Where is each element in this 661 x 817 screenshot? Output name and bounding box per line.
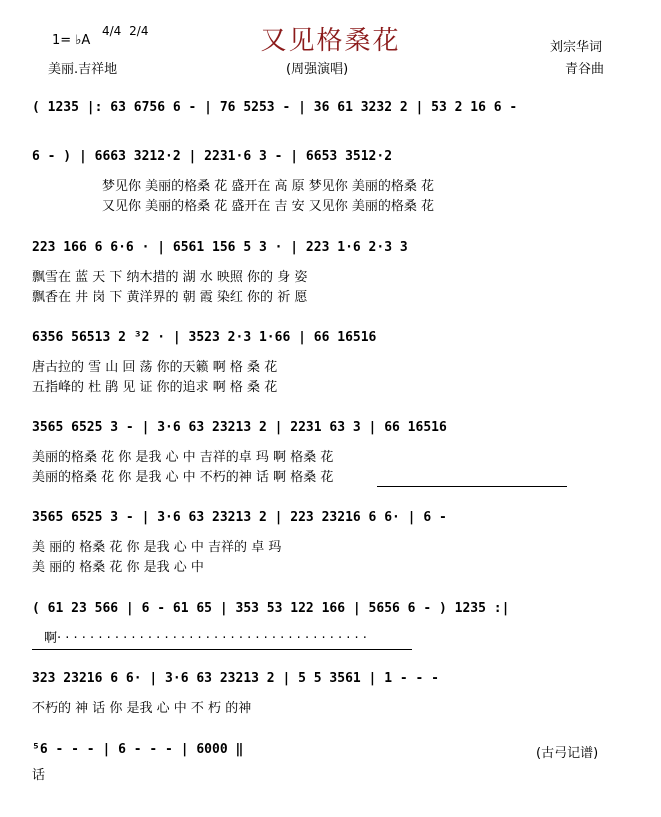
- notation-line: 323 23216 6 6· | 3·6 63 23213 2 | 5 5 3561 | 1 - - -: [32, 670, 439, 686]
- performer: (周强演唱): [286, 62, 349, 77]
- song-title: 又见格桑花: [260, 26, 401, 56]
- notation-line: ⁵6 - - - | 6 - - - | 6000 ‖: [32, 741, 244, 757]
- time-signature-second: 2/4: [129, 24, 149, 38]
- lyricist: 刘宗华词: [550, 40, 603, 55]
- lyric-verse-1: 话: [32, 768, 46, 783]
- subtitle: 美丽.吉祥地: [48, 62, 118, 77]
- time-signature: [102, 26, 148, 37]
- key-signature: 1= ♭A: [52, 33, 91, 48]
- volta-bracket-2: [32, 649, 412, 650]
- notation-line: ( 1235 |: 63 6756 6 - | 76 5253 - | 36 61 3232 2 | 53 2 16 6 -: [32, 99, 518, 115]
- lyric-verse-1: 美丽的格桑 花 你 是我 心 中 吉祥的卓 玛 啊 格桑 花: [32, 450, 334, 465]
- notation-line: 3565 6525 3 - | 3·6 63 23213 2 | 2231 63 3 | 66 16516: [32, 419, 447, 435]
- lyric-verse-1: 美 丽的 格桑 花 你 是我 心 中 吉祥的 卓 玛: [32, 540, 282, 555]
- lyric-verse-2: 飘香在 井 岗 下 黄洋界的 朝 霞 染红 你的 祈 愿: [32, 290, 308, 305]
- lyric-verse-2: 美丽的格桑 花 你 是我 心 中 不朽的神 话 啊 格桑 花: [32, 470, 334, 485]
- notation-line: ( 61 23 566 | 6 - 61 65 | 353 53 122 166 | 5656 6 - ) 1235 :|: [32, 600, 510, 616]
- lyric-verse-2: 美 丽的 格桑 花 你 是我 心 中: [32, 560, 204, 575]
- time-signature-first: 4/4: [102, 24, 122, 38]
- lyric-verse-1: 唐古拉的 雪 山 回 荡 你的天籁 啊 格 桑 花: [32, 360, 278, 375]
- notation-line: 6356 56513 2 ³2 · | 3523 2·3 1·66 | 66 16516: [32, 329, 377, 345]
- lyric-verse-1: 不朽的 神 话 你 是我 心 中 不 朽 的神: [32, 701, 252, 716]
- lyric-verse-2: 又见你 美丽的格桑 花 盛开在 吉 安 又见你 美丽的格桑 花: [102, 199, 435, 214]
- notation-line: 6 - ) | 6663 3212·2 | 2231·6 3 - | 6653 3512·2: [32, 148, 393, 164]
- notation-line: 3565 6525 3 - | 3·6 63 23213 2 | 223 23216 6 6· | 6 -: [32, 509, 447, 525]
- lyric-verse-1: 梦见你 美丽的格桑 花 盛开在 高 原 梦见你 美丽的格桑 花: [102, 179, 435, 194]
- composer: 青谷曲: [565, 62, 605, 77]
- volta-bracket-1: [377, 486, 567, 487]
- lyric-verse-1: 飘雪在 蓝 天 下 纳木措的 湖 水 映照 你的 身 姿: [32, 270, 308, 285]
- lyric-verse-2: 五指峰的 杜 鹃 见 证 你的追求 啊 格 桑 花: [32, 380, 278, 395]
- notation-line: 223 166 6 6·6 · | 6561 156 5 3 · | 223 1·6 2·3 3: [32, 239, 408, 255]
- lyric-verse-1: 啊· · · · · · · · · · · · · · · · · · · · · · · · · · · · · · · · · · · · · ·: [44, 631, 367, 646]
- transcriber-credit: (古弓记谱): [536, 746, 599, 761]
